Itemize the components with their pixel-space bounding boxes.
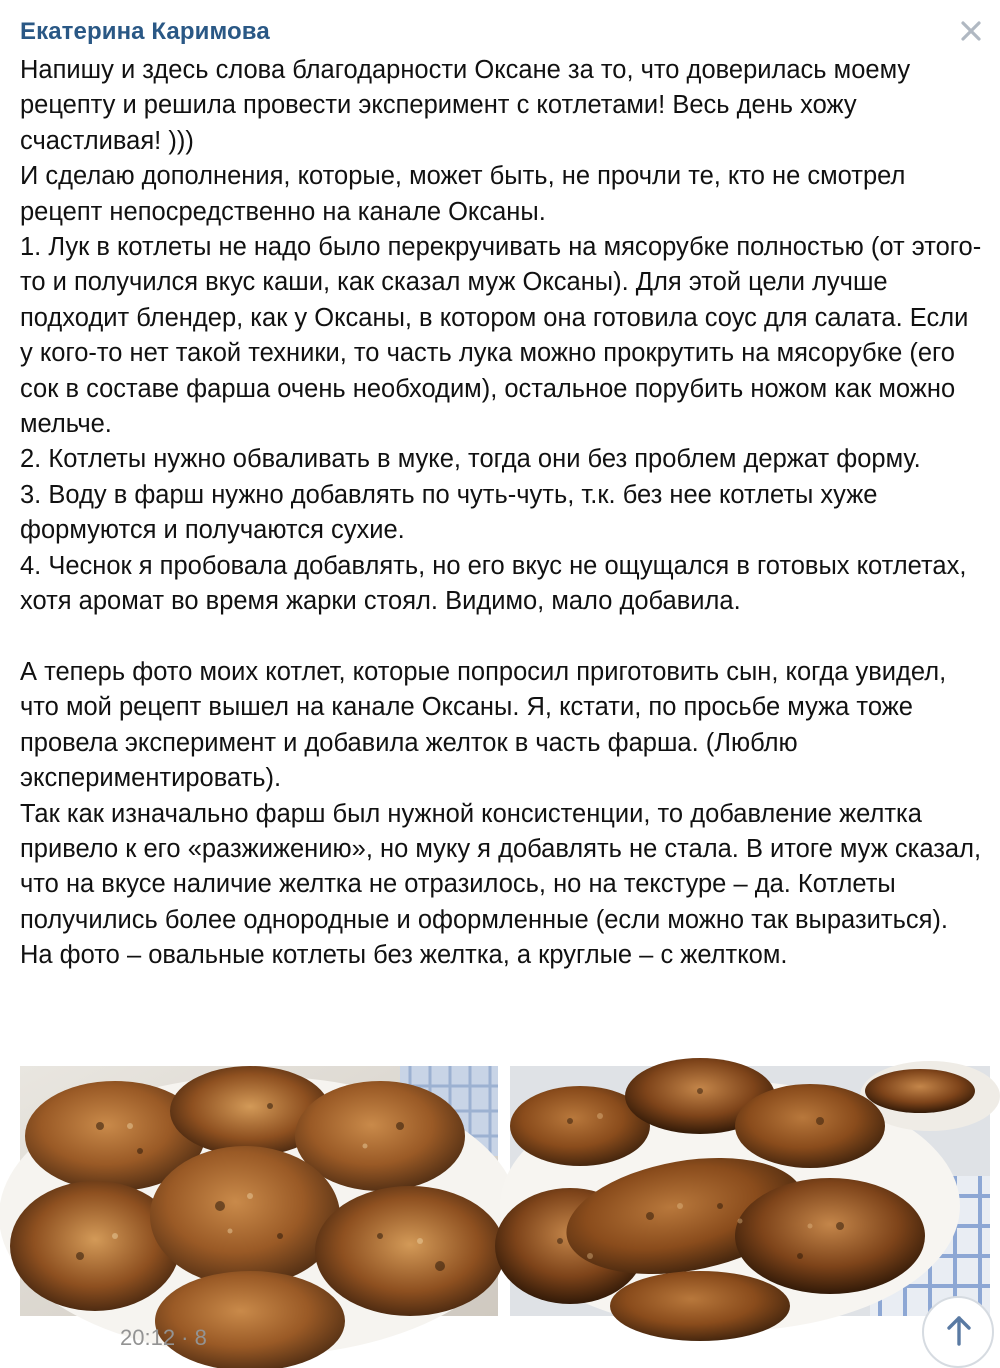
post-photo-round-cutlets[interactable]	[20, 1066, 498, 1316]
post-text: Напишу и здесь слова благодарности Оксане за то, что доверилась моему рецепту и решила провести эксперимент с котлетами! Весь день хожу счастливая! ))) И сделаю дополнения, которые, может быть, не прочли те, кто не смотрел рецепт непосредственно на канале Оксаны. 1. Лук в котлеты не надо было перекручивать на мясорубке полностью (от этого-то и получился вкус каши, как сказал муж Оксаны). Для этой цели лучше подходит блендер, как у Оксаны, в котором она готовила соус для салата. Если у кого-то нет такой техники, то часть лука можно прокрутить на мясорубке (его сок в составе фарша очень необходим), остальное порубить ножом как можно мельче. 2. Котлеты нужно обваливать в муке, тогда они без проблем держат форму. 3. Воду в фарш нужно добавлять по чуть-чуть, т.к. без нее котлеты хуже формуются и получаются сухие. 4. Чеснок я пробовала добавлять, но его вкус не ощущался в готовых котлетах, хотя аромат во время жарки стоял. Видимо, мало добавила. А теперь фото моих котлет, которые попросил приготовить сын, когда увидел, что мой рецепт вышел на канале Оксаны. Я, кстати, по просьбе мужа тоже провела эксперимент и добавила желток в часть фарша. (Люблю экспериментировать). Так как изначально фарш был нужной консистенции, то добавление желтка привело к его «разжижению», но муку я добавлять не стала. В итоге муж сказал, что на вкусе наличие желтка не отразилось, но на текстуре – да. Котлеты получились более однородные и оформленные (если можно так выразиться). На фото – овальные котлеты без желтка, а круглые – с желтком.	[20, 56, 982, 970]
post-author-name[interactable]: Екатерина Каримова	[20, 18, 270, 45]
scroll-up-button[interactable]	[922, 1296, 994, 1368]
close-icon	[960, 20, 982, 42]
post-timestamp[interactable]: 20:12 · 8	[120, 1325, 207, 1350]
arrow-up-icon	[946, 1314, 972, 1344]
post-photo-oval-cutlets[interactable]	[510, 1066, 990, 1316]
close-button[interactable]	[956, 16, 986, 46]
cutlets-photo-icon	[510, 1066, 990, 1316]
cutlets-photo-icon	[20, 1066, 498, 1316]
